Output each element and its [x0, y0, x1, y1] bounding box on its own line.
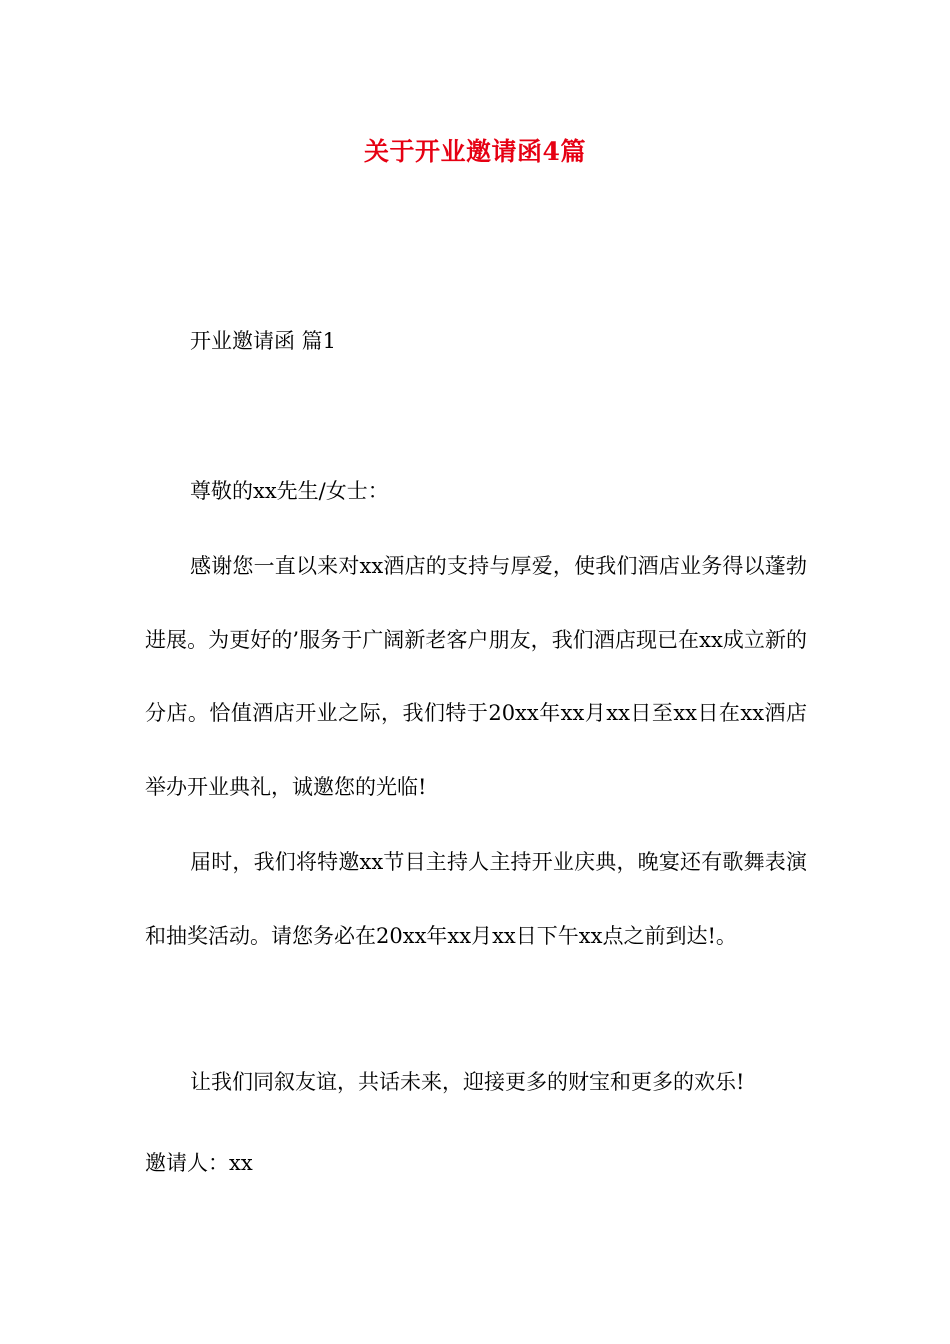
body-paragraph: 届时，我们将特邀xx节目主持人主持开业庆典，晚宴还有歌舞表演和抽奖活动。请您务必在20xx年xx月xx日下午xx点之前到达!。	[145, 850, 807, 948]
salutation: 尊敬的xx先生/女士：	[190, 479, 389, 503]
body-paragraph: 感谢您一直以来对xx酒店的支持与厚爱，使我们酒店业务得以蓬勃进展。为更好的’服务于广阔新老客户朋友，我们酒店现已在xx成立新的分店。恰值酒店开业之际，我们特于20xx年xx月xx日至xx日在xx酒店举办开业典礼，诚邀您的光临!	[145, 554, 807, 799]
section-heading: 开业邀请函 篇1	[190, 329, 337, 353]
signer-line: 邀请人：xx	[145, 1151, 253, 1175]
body-paragraph: 让我们同叙友谊，共话未来，迎接更多的财宝和更多的欢乐!	[190, 1070, 745, 1094]
document-title: 关于开业邀请函4篇	[364, 137, 586, 166]
